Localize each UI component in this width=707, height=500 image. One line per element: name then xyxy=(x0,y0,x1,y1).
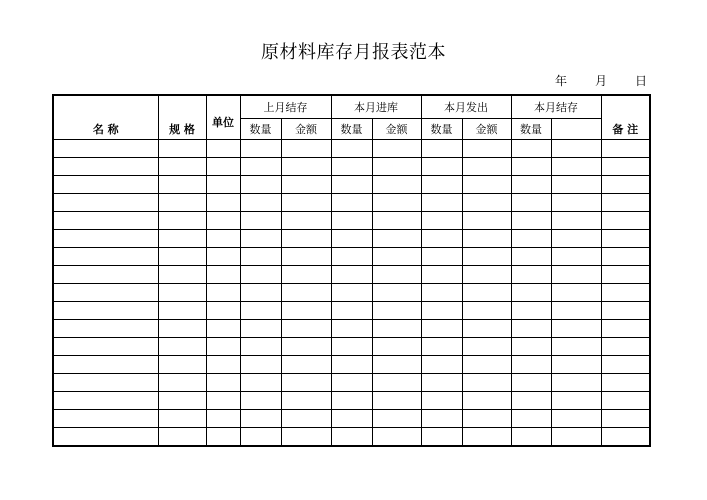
table-row xyxy=(53,356,650,374)
table-cell[interactable] xyxy=(372,248,421,266)
table-cell[interactable] xyxy=(240,374,281,392)
table-cell[interactable] xyxy=(331,320,372,338)
table-cell[interactable] xyxy=(331,410,372,428)
table-cell[interactable] xyxy=(462,266,511,284)
table-row xyxy=(53,338,650,356)
table-cell[interactable] xyxy=(421,248,462,266)
table-cell[interactable] xyxy=(281,410,331,428)
table-cell[interactable] xyxy=(601,302,650,320)
table-cell[interactable] xyxy=(511,392,551,410)
table-cell[interactable] xyxy=(331,428,372,447)
table-cell[interactable] xyxy=(53,212,158,230)
table-cell[interactable] xyxy=(331,266,372,284)
table-row xyxy=(53,176,650,194)
table-cell[interactable] xyxy=(158,176,206,194)
table-cell[interactable] xyxy=(511,212,551,230)
subheader-amount: 金额 xyxy=(462,119,511,140)
table-row xyxy=(53,212,650,230)
table-cell[interactable] xyxy=(281,176,331,194)
table-cell[interactable] xyxy=(158,266,206,284)
table-cell[interactable] xyxy=(281,140,331,158)
table-row xyxy=(53,158,650,176)
table-row xyxy=(53,140,650,158)
table-cell[interactable] xyxy=(53,158,158,176)
table-cell[interactable] xyxy=(372,176,421,194)
table-cell[interactable] xyxy=(601,392,650,410)
table-cell[interactable] xyxy=(240,302,281,320)
table-cell[interactable] xyxy=(281,266,331,284)
table-row xyxy=(53,194,650,212)
table-cell[interactable] xyxy=(601,176,650,194)
table-cell[interactable] xyxy=(462,356,511,374)
table-cell[interactable] xyxy=(511,302,551,320)
table-cell[interactable] xyxy=(331,248,372,266)
table-cell[interactable] xyxy=(158,392,206,410)
table-cell[interactable] xyxy=(601,230,650,248)
table-cell[interactable] xyxy=(158,302,206,320)
table-cell[interactable] xyxy=(601,212,650,230)
table-cell[interactable] xyxy=(421,266,462,284)
table-cell[interactable] xyxy=(281,248,331,266)
subheader-blank xyxy=(551,119,601,140)
table-cell[interactable] xyxy=(601,266,650,284)
table-cell[interactable] xyxy=(331,140,372,158)
table-cell[interactable] xyxy=(462,248,511,266)
header-name-label: 名 称 xyxy=(92,123,119,136)
table-cell[interactable] xyxy=(53,428,158,447)
subheader-qty: 数量 xyxy=(421,119,462,140)
table-cell[interactable] xyxy=(421,356,462,374)
table-row xyxy=(53,374,650,392)
table-cell[interactable] xyxy=(421,392,462,410)
table-cell[interactable] xyxy=(240,428,281,447)
table-cell[interactable] xyxy=(372,284,421,302)
table-cell[interactable] xyxy=(53,140,158,158)
table-cell[interactable] xyxy=(331,194,372,212)
table-cell[interactable] xyxy=(240,338,281,356)
table-cell[interactable] xyxy=(462,194,511,212)
table-row xyxy=(53,284,650,302)
table-cell[interactable] xyxy=(462,392,511,410)
table-cell[interactable] xyxy=(281,158,331,176)
table-cell[interactable] xyxy=(462,338,511,356)
table-cell[interactable] xyxy=(511,248,551,266)
table-cell[interactable] xyxy=(421,140,462,158)
table-cell[interactable] xyxy=(281,356,331,374)
table-cell[interactable] xyxy=(421,374,462,392)
table-cell[interactable] xyxy=(281,284,331,302)
table-cell[interactable] xyxy=(372,320,421,338)
table-cell[interactable] xyxy=(53,302,158,320)
table-cell[interactable] xyxy=(551,266,601,284)
table-cell[interactable] xyxy=(462,428,511,447)
table-cell[interactable] xyxy=(372,338,421,356)
table-cell[interactable] xyxy=(421,410,462,428)
table-cell[interactable] xyxy=(421,212,462,230)
table-cell[interactable] xyxy=(551,356,601,374)
table-cell[interactable] xyxy=(53,230,158,248)
table-cell[interactable] xyxy=(240,320,281,338)
table-cell[interactable] xyxy=(281,194,331,212)
table-cell[interactable] xyxy=(462,302,511,320)
table-cell[interactable] xyxy=(511,140,551,158)
table-cell[interactable] xyxy=(206,140,240,158)
table-cell[interactable] xyxy=(206,392,240,410)
table-cell[interactable] xyxy=(551,248,601,266)
table-cell[interactable] xyxy=(53,374,158,392)
header-name xyxy=(53,95,158,140)
table-cell[interactable] xyxy=(158,212,206,230)
table-cell[interactable] xyxy=(551,410,601,428)
table-cell[interactable] xyxy=(462,158,511,176)
table-cell[interactable] xyxy=(372,302,421,320)
table-cell[interactable] xyxy=(240,194,281,212)
table-cell[interactable] xyxy=(421,230,462,248)
table-cell[interactable] xyxy=(53,356,158,374)
table-cell[interactable] xyxy=(281,374,331,392)
table-cell[interactable] xyxy=(331,230,372,248)
table-cell[interactable] xyxy=(551,392,601,410)
table-cell[interactable] xyxy=(372,428,421,447)
header-month-out: 本月发出 xyxy=(421,95,511,119)
table-cell[interactable] xyxy=(331,302,372,320)
header-month-stock: 本月结存 xyxy=(511,95,601,119)
table-cell[interactable] xyxy=(331,392,372,410)
table-cell[interactable] xyxy=(240,230,281,248)
table-cell[interactable] xyxy=(206,338,240,356)
table-cell[interactable] xyxy=(53,248,158,266)
table-cell[interactable] xyxy=(421,176,462,194)
table-cell[interactable] xyxy=(511,158,551,176)
table-cell[interactable] xyxy=(206,248,240,266)
table-cell[interactable] xyxy=(372,410,421,428)
table-cell[interactable] xyxy=(601,194,650,212)
table-cell[interactable] xyxy=(511,230,551,248)
table-cell[interactable] xyxy=(206,410,240,428)
table-cell[interactable] xyxy=(601,158,650,176)
table-cell[interactable] xyxy=(281,230,331,248)
table-row xyxy=(53,392,650,410)
table-cell[interactable] xyxy=(601,374,650,392)
table-cell[interactable] xyxy=(331,284,372,302)
header-month-in: 本月进库 xyxy=(331,95,421,119)
table-cell[interactable] xyxy=(331,374,372,392)
table-cell[interactable] xyxy=(206,302,240,320)
table-cell[interactable] xyxy=(158,410,206,428)
table-cell[interactable] xyxy=(240,176,281,194)
table-cell[interactable] xyxy=(281,338,331,356)
table-cell[interactable] xyxy=(421,284,462,302)
table-cell[interactable] xyxy=(206,284,240,302)
table-cell[interactable] xyxy=(601,140,650,158)
table-cell[interactable] xyxy=(53,392,158,410)
table-row xyxy=(53,248,650,266)
table-cell[interactable] xyxy=(158,194,206,212)
table-cell[interactable] xyxy=(158,140,206,158)
report-body xyxy=(53,140,650,447)
table-row xyxy=(53,428,650,447)
table-cell[interactable] xyxy=(331,338,372,356)
table-cell[interactable] xyxy=(158,284,206,302)
table-cell[interactable] xyxy=(281,212,331,230)
table-cell[interactable] xyxy=(551,212,601,230)
table-cell[interactable] xyxy=(281,320,331,338)
table-cell[interactable] xyxy=(158,248,206,266)
table-cell[interactable] xyxy=(462,230,511,248)
table-cell[interactable] xyxy=(158,374,206,392)
header-remark xyxy=(601,95,650,140)
table-cell[interactable] xyxy=(240,392,281,410)
table-cell[interactable] xyxy=(53,338,158,356)
table-cell[interactable] xyxy=(372,194,421,212)
table-cell[interactable] xyxy=(158,356,206,374)
table-cell[interactable] xyxy=(372,230,421,248)
subheader-qty: 数量 xyxy=(511,119,551,140)
header-spec-label: 规 格 xyxy=(169,123,195,136)
table-cell[interactable] xyxy=(158,230,206,248)
table-cell[interactable] xyxy=(53,284,158,302)
table-row xyxy=(53,230,650,248)
table-cell[interactable] xyxy=(331,212,372,230)
table-cell[interactable] xyxy=(240,284,281,302)
header-remark-label: 备 注 xyxy=(612,123,639,136)
table-cell[interactable] xyxy=(206,374,240,392)
table-cell[interactable] xyxy=(372,266,421,284)
table-cell[interactable] xyxy=(511,176,551,194)
table-cell[interactable] xyxy=(551,140,601,158)
table-row xyxy=(53,266,650,284)
subheader-qty: 数量 xyxy=(331,119,372,140)
page-title: 原材料库存月报表范本 xyxy=(261,42,446,63)
table-cell[interactable] xyxy=(240,158,281,176)
table-cell[interactable] xyxy=(511,428,551,447)
table-cell[interactable] xyxy=(601,284,650,302)
table-cell[interactable] xyxy=(206,428,240,447)
table-row xyxy=(53,410,650,428)
table-cell[interactable] xyxy=(462,374,511,392)
table-cell[interactable] xyxy=(372,374,421,392)
table-row xyxy=(53,302,650,320)
date-month-label: 月 xyxy=(594,74,607,88)
table-cell[interactable] xyxy=(281,428,331,447)
table-cell[interactable] xyxy=(511,410,551,428)
table-cell[interactable] xyxy=(421,320,462,338)
subheader-amount: 金额 xyxy=(372,119,421,140)
date-day-label: 日 xyxy=(634,74,647,88)
table-cell[interactable] xyxy=(281,392,331,410)
table-cell[interactable] xyxy=(551,302,601,320)
table-cell[interactable] xyxy=(372,212,421,230)
table-cell[interactable] xyxy=(421,338,462,356)
table-row xyxy=(53,320,650,338)
table-cell[interactable] xyxy=(511,284,551,302)
table-cell[interactable] xyxy=(53,194,158,212)
table-cell[interactable] xyxy=(462,212,511,230)
table-cell[interactable] xyxy=(53,320,158,338)
table-cell[interactable] xyxy=(158,320,206,338)
table-cell[interactable] xyxy=(462,140,511,158)
table-cell[interactable] xyxy=(331,356,372,374)
header-unit-label: 单位 xyxy=(212,116,234,129)
date-year-label: 年 xyxy=(554,74,567,88)
table-cell[interactable] xyxy=(511,338,551,356)
table-cell[interactable] xyxy=(158,338,206,356)
table-cell[interactable] xyxy=(206,194,240,212)
table-cell[interactable] xyxy=(53,410,158,428)
table-cell[interactable] xyxy=(462,176,511,194)
table-cell[interactable] xyxy=(53,176,158,194)
table-cell[interactable] xyxy=(372,140,421,158)
table-cell[interactable] xyxy=(281,302,331,320)
inventory-report-table xyxy=(52,94,651,447)
table-cell[interactable] xyxy=(511,266,551,284)
date-line xyxy=(555,72,647,89)
table-cell[interactable] xyxy=(551,320,601,338)
table-cell[interactable] xyxy=(511,356,551,374)
table-cell[interactable] xyxy=(551,230,601,248)
header-spec xyxy=(158,95,206,140)
table-cell[interactable] xyxy=(601,320,650,338)
table-cell[interactable] xyxy=(511,320,551,338)
table-cell[interactable] xyxy=(240,410,281,428)
table-cell[interactable] xyxy=(551,176,601,194)
table-cell[interactable] xyxy=(421,428,462,447)
table-cell[interactable] xyxy=(372,392,421,410)
table-cell[interactable] xyxy=(421,302,462,320)
subheader-amount: 金额 xyxy=(281,119,331,140)
header-unit xyxy=(206,95,240,140)
table-cell[interactable] xyxy=(511,194,551,212)
table-cell[interactable] xyxy=(421,194,462,212)
table-cell[interactable] xyxy=(462,284,511,302)
table-cell[interactable] xyxy=(462,410,511,428)
table-cell[interactable] xyxy=(240,248,281,266)
table-cell[interactable] xyxy=(551,284,601,302)
table-cell[interactable] xyxy=(206,266,240,284)
table-cell[interactable] xyxy=(206,158,240,176)
header-last-month-stock: 上月结存 xyxy=(240,95,331,119)
table-cell[interactable] xyxy=(372,158,421,176)
table-cell[interactable] xyxy=(206,212,240,230)
table-cell[interactable] xyxy=(551,374,601,392)
table-cell[interactable] xyxy=(551,428,601,447)
table-cell[interactable] xyxy=(601,338,650,356)
table-cell[interactable] xyxy=(240,266,281,284)
table-cell[interactable] xyxy=(551,158,601,176)
table-cell[interactable] xyxy=(551,338,601,356)
table-cell[interactable] xyxy=(511,374,551,392)
table-cell[interactable] xyxy=(331,176,372,194)
table-cell[interactable] xyxy=(601,410,650,428)
table-cell[interactable] xyxy=(331,158,372,176)
table-cell[interactable] xyxy=(421,158,462,176)
table-cell[interactable] xyxy=(601,356,650,374)
table-cell[interactable] xyxy=(240,140,281,158)
table-cell[interactable] xyxy=(372,356,421,374)
table-cell[interactable] xyxy=(551,194,601,212)
table-cell[interactable] xyxy=(158,428,206,447)
table-cell[interactable] xyxy=(53,266,158,284)
table-cell[interactable] xyxy=(206,176,240,194)
table-cell[interactable] xyxy=(206,356,240,374)
table-cell[interactable] xyxy=(462,320,511,338)
table-cell[interactable] xyxy=(206,230,240,248)
table-cell[interactable] xyxy=(240,212,281,230)
subheader-qty: 数量 xyxy=(240,119,281,140)
table-cell[interactable] xyxy=(240,356,281,374)
table-cell[interactable] xyxy=(206,320,240,338)
table-cell[interactable] xyxy=(601,428,650,447)
table-cell[interactable] xyxy=(158,158,206,176)
table-cell[interactable] xyxy=(601,248,650,266)
